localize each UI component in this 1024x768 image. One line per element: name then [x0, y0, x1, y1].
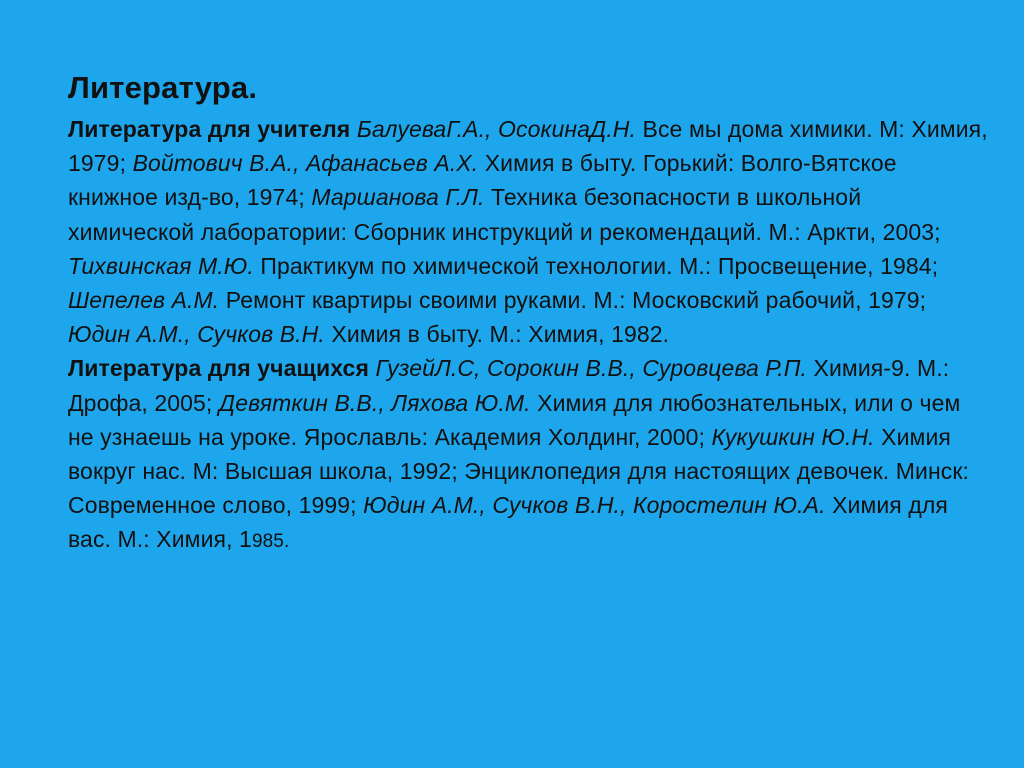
students-literature-heading: Литература для учащихся — [68, 355, 369, 382]
reference-text-small: 985. — [251, 531, 290, 553]
slide-title: Литература. — [68, 70, 258, 105]
reference-author: Девяткин В.В., Ляхова Ю.М. — [218, 389, 531, 416]
reference-author: Юдин А.М., Сучков В.Н. — [68, 321, 325, 348]
reference-author: Тихвинская М.Ю. — [68, 252, 254, 279]
reference-author: Маршанова Г.Л. — [311, 184, 485, 211]
reference-text: Химия вокруг нас. М: Высшая школа, 1992; Энциклопедия для настоящих девочек. Минск: Современное слово, 1999; — [68, 423, 969, 519]
reference-text: Все мы дома химики. М: Химия, 1979; — [68, 116, 988, 177]
reference-text: Химия в быту. Горький: Волго-Вятское книжное изд-во, 1974; — [68, 150, 897, 211]
reference-text: Ремонт квартиры своими руками. М.: Московский рабочий, 1979; — [225, 287, 927, 314]
reference-text: Химия для вас. М.: Химия, 1 — [68, 492, 948, 553]
teacher-literature-heading: Литература для учителя — [68, 116, 351, 142]
teacher-literature-paragraph — [68, 112, 988, 351]
students-literature-paragraph — [68, 351, 988, 559]
reference-text: Химия-9. М.: Дрофа, 2005; — [68, 355, 950, 416]
reference-text: Химия для любознательных, или о чем не узнаешь на уроке. Ярославль: Академия Холдинг, 2000; — [68, 389, 961, 450]
reference-text: Практикум по химической технологии. М.: Просвещение, 1984; — [260, 252, 939, 279]
reference-author: ГузейЛ.С, Сорокин В.В., Суровцева Р.П. — [375, 355, 808, 382]
reference-author: Юдин А.М., Сучков В.Н., Коростелин Ю.А. — [363, 492, 826, 519]
reference-author: Войтович В.А., Афанасьев А.Х. — [132, 150, 479, 177]
slide-content — [68, 64, 988, 560]
reference-text: Химия в быту. М.: Химия, 1982. — [331, 321, 670, 348]
reference-author: БалуеваГ.А., ОсокинаД.Н. — [356, 116, 637, 142]
reference-text: Техника безопасности в школьной химической лаборатории: Сборник инструкций и рекомендаций. М.: Аркти, 2003; — [68, 184, 941, 245]
reference-author: Шепелев А.М. — [68, 287, 220, 314]
reference-author: Кукушкин Ю.Н. — [711, 423, 875, 450]
